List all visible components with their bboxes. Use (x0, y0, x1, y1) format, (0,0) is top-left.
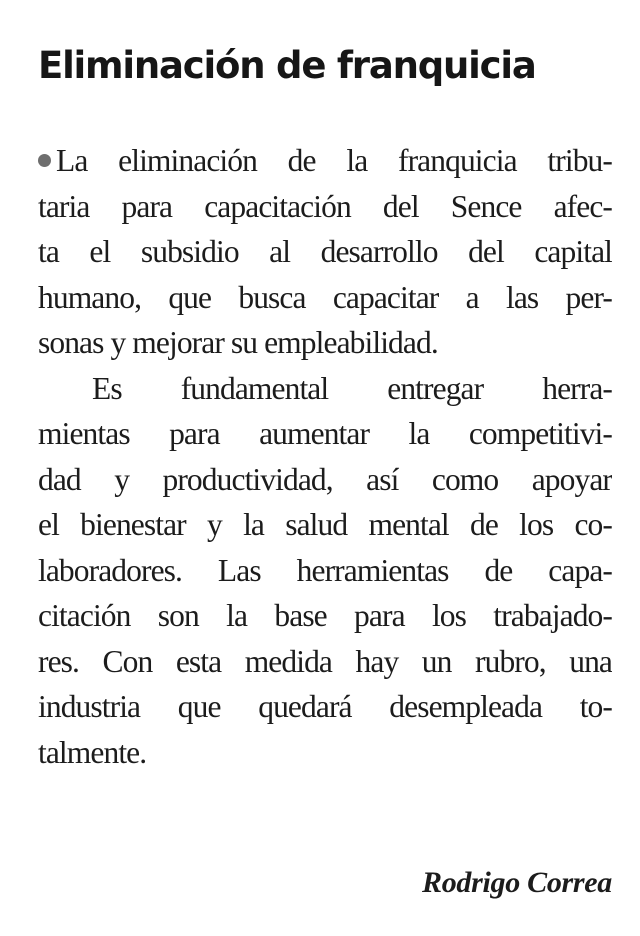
bullet-icon (38, 154, 51, 167)
text-line: industria que quedará desempleada to- (38, 689, 612, 724)
author-signature: Rodrigo Correa (422, 866, 612, 899)
text-line: sonas y mejorar su empleabilidad. (38, 325, 438, 360)
text-line: citación son la base para los trabajado- (38, 598, 612, 633)
text-line: humano, que busca capacitar a las per- (38, 279, 612, 315)
text-line: el bienestar y la salud mental de los co- (38, 507, 612, 542)
text-line: laboradores. Las herramientas de capa- (38, 552, 612, 588)
text-line: ta el subsidio al desarrollo del capital (38, 234, 612, 269)
paragraph-2 (38, 366, 612, 776)
text-line: res. Con esta medida hay un rubro, una (38, 643, 612, 679)
letter-article (38, 38, 612, 775)
text-line: talmente. (38, 734, 147, 770)
text-line: La eliminación de la franquicia tribu- (38, 138, 612, 184)
text-line: mientas para aumentar la competitivi- (38, 416, 612, 451)
text-line: dad y productividad, así como apoyar (38, 461, 612, 497)
text-line: Es fundamental entregar herra- (92, 370, 612, 406)
article-title: Eliminación de franquicia (38, 44, 536, 87)
article-body (38, 138, 612, 775)
text-line: taria para capacitación del Sence afec- (38, 188, 612, 224)
paragraph-1 (38, 138, 612, 366)
